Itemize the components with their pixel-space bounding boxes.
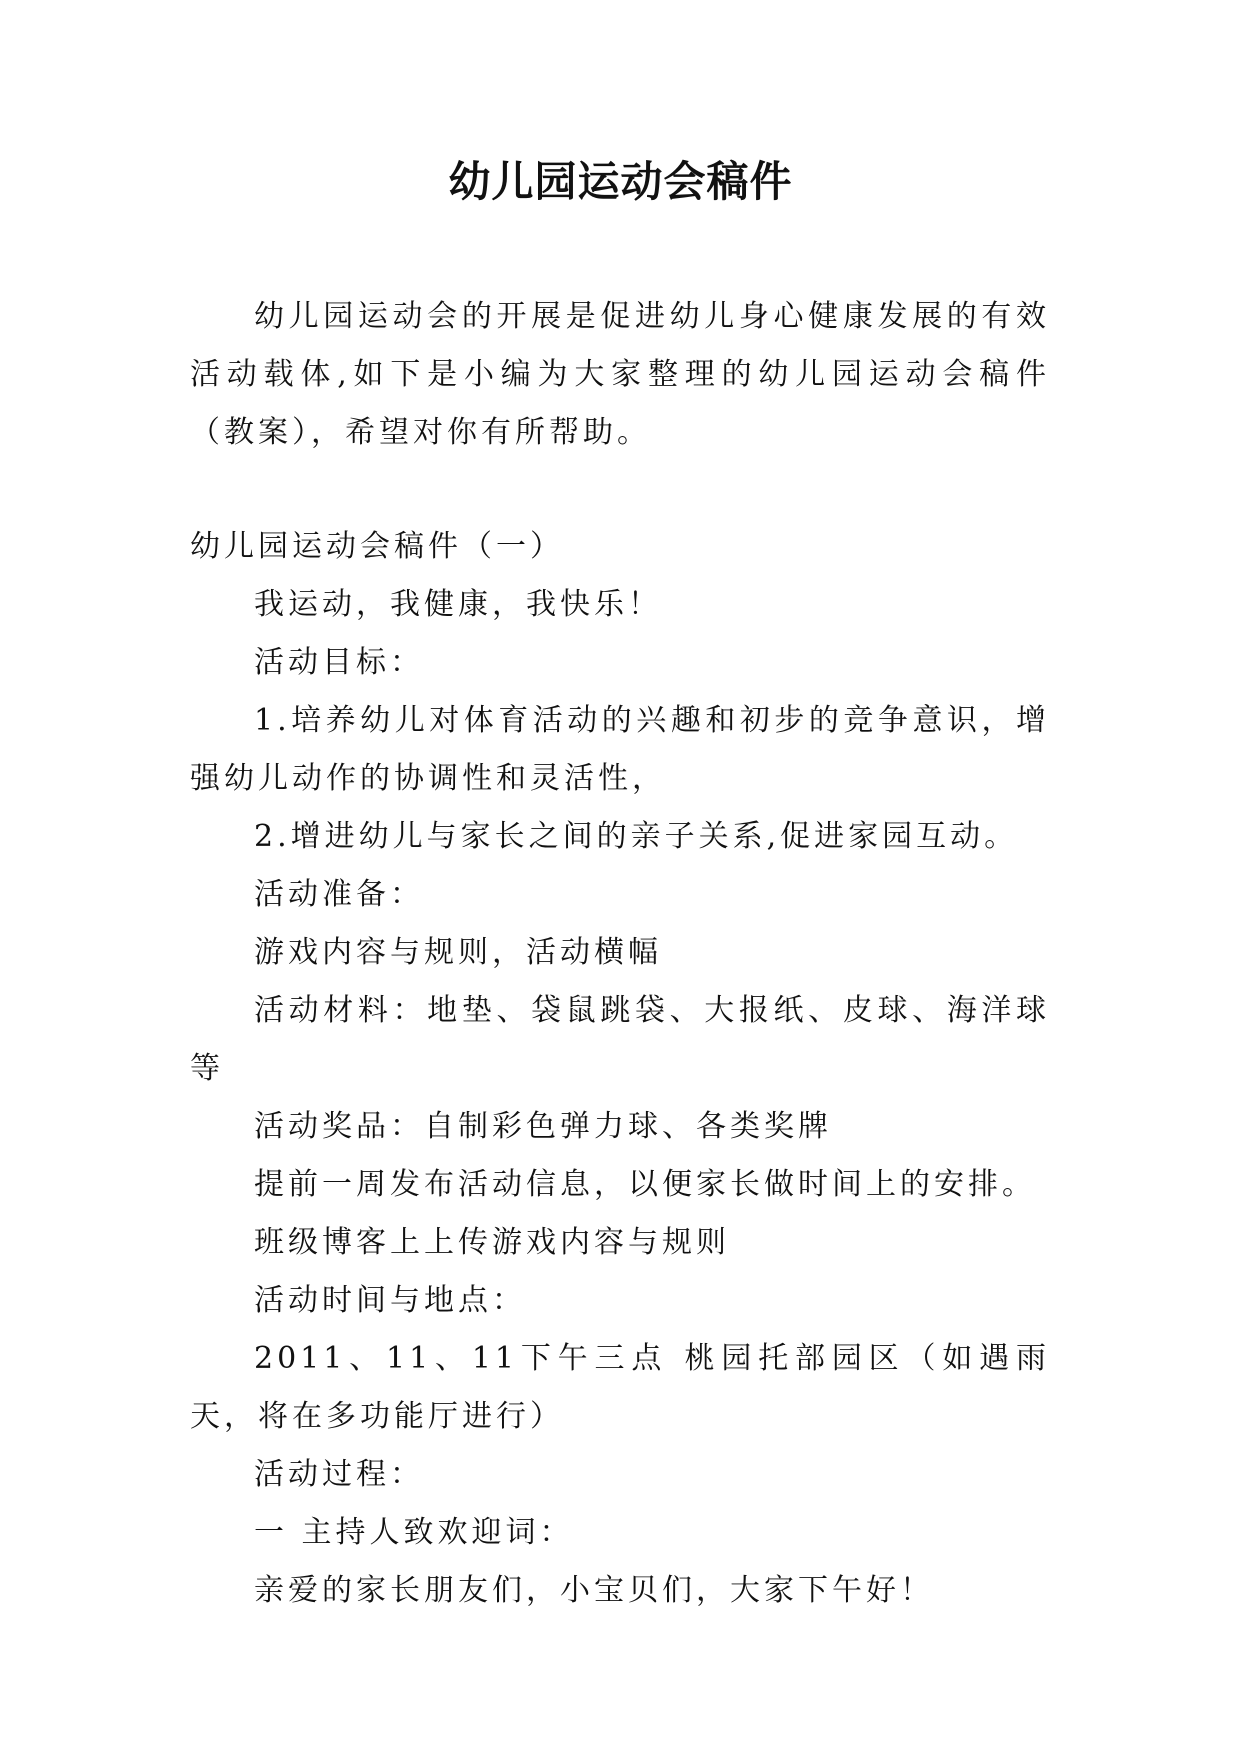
preparation-item-blog: 班级博客上上传游戏内容与规则 [254, 1225, 730, 1260]
process-heading: 活动过程： [254, 1457, 424, 1492]
goals-heading: 活动目标： [254, 645, 424, 680]
process-step-1: 一 主持人致欢迎词： [254, 1515, 574, 1550]
goal-item-2: 2.增进幼儿与家长之间的亲子关系,促进家园互动。 [254, 819, 1019, 854]
welcome-line: 亲爱的家长朋友们，小宝贝们，大家下午好！ [254, 1573, 934, 1608]
preparation-item-notice: 提前一周发布活动信息，以便家长做时间上的安排。 [254, 1167, 1036, 1202]
preparation-heading: 活动准备： [254, 877, 424, 912]
section-heading: 幼儿园运动会稿件（一） [190, 529, 564, 564]
goal-item-1: 1.培养幼儿对体育活动的兴趣和初步的竞争意识，增强幼儿动作的协调性和灵活性， [190, 703, 1050, 796]
time-place-detail: 2011、11、11下午三点 桃园托部园区（如遇雨天，将在多功能厅进行） [190, 1341, 1050, 1434]
slogan-line: 我运动，我健康，我快乐！ [254, 587, 662, 622]
preparation-item-materials: 活动材料：地垫、袋鼠跳袋、大报纸、皮球、海洋球等 [190, 993, 1050, 1086]
preparation-item-rules: 游戏内容与规则，活动横幅 [254, 935, 662, 970]
preparation-item-prizes: 活动奖品：自制彩色弹力球、各类奖牌 [254, 1109, 832, 1144]
document-title: 幼儿园运动会稿件 [448, 157, 793, 206]
section-body [190, 518, 1050, 1620]
time-place-heading: 活动时间与地点： [254, 1283, 526, 1318]
intro-paragraph: 幼儿园运动会的开展是促进幼儿身心健康发展的有效活动载体,如下是小编为大家整理的幼儿园运动会稿件（教案），希望对你有所帮助。 [190, 299, 1050, 450]
